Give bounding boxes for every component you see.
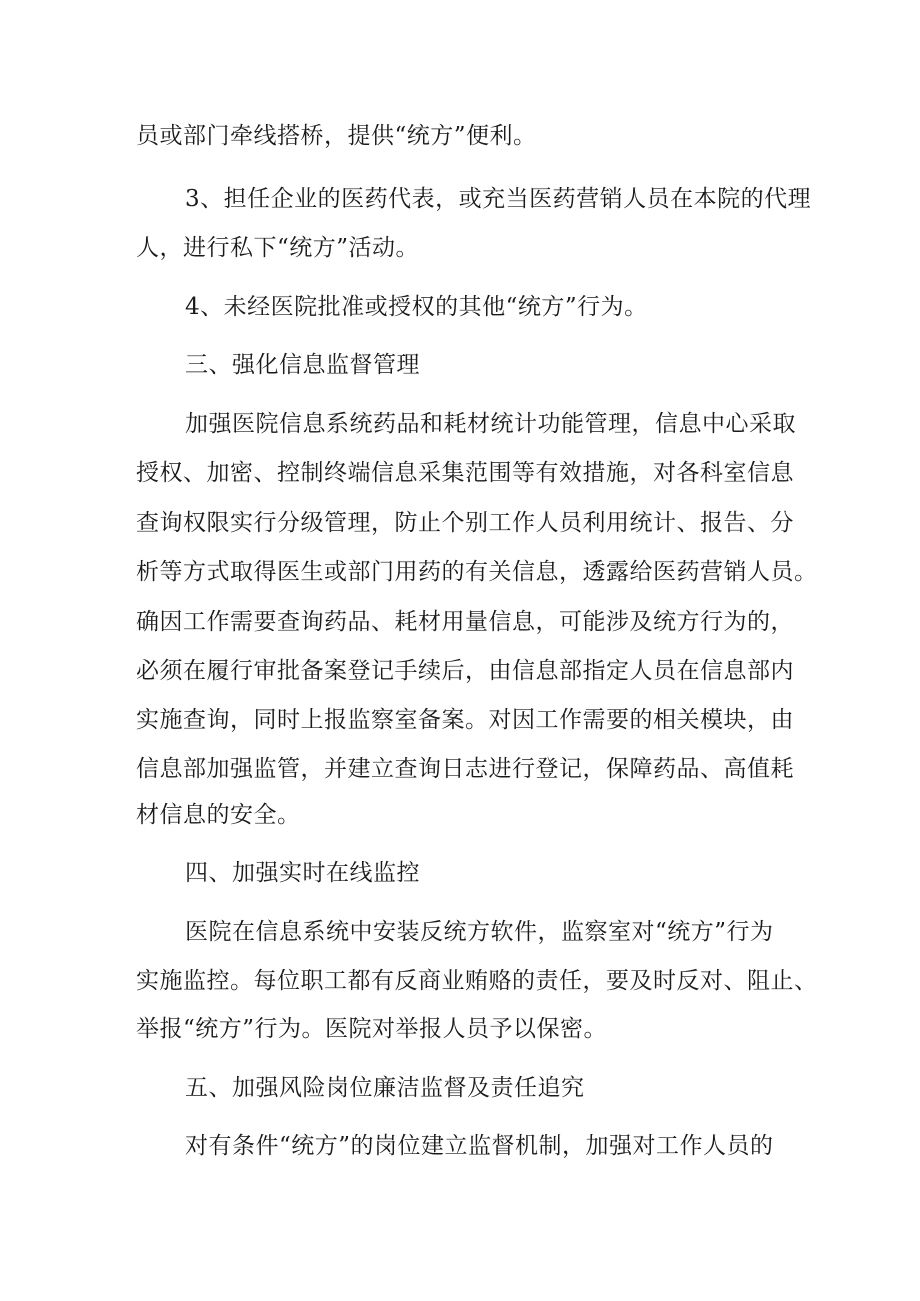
text-line: 3、担任企业的医药代表，或充当医药营销人员在本院的代理: [185, 186, 812, 212]
text-line: 医院在信息系统中安装反统方软件，监察室对“统方”行为: [185, 919, 774, 945]
text-line: 查询权限实行分级管理，防止个别工作人员利用统计、报告、分: [136, 510, 794, 536]
text-line: 材信息的安全。: [136, 802, 301, 828]
text-line: 举报“统方”行为。医院对举报人员予以保密。: [136, 1016, 608, 1042]
text-line: 实施监控。每位职工都有反商业贿赂的责任，要及时反对、阻止、: [136, 968, 818, 994]
text-line: 4、未经医院批准或授权的其他“统方”行为。: [185, 294, 648, 320]
section-heading: 三、强化信息监督管理: [185, 352, 420, 378]
text-line: 信息部加强监管，并建立查询日志进行登记，保障药品、高值耗: [136, 756, 794, 782]
text-line: 授权、加密、控制终端信息采集范围等有效措施，对各科室信息: [136, 460, 794, 486]
text-line: 析等方式取得医生或部门用药的有关信息，透露给医药营销人员。: [136, 559, 818, 585]
section-heading: 四、加强实时在线监控: [185, 860, 420, 886]
text-line: 加强医院信息系统药品和耗材统计功能管理，信息中心采取: [185, 411, 796, 437]
text-line: 确因工作需要查询药品、耗材用量信息，可能涉及统方行为的，: [136, 609, 794, 635]
section-heading: 五、加强风险岗位廉洁监督及责任追究: [185, 1075, 585, 1101]
text-line: 对有条件“统方”的岗位建立监督机制，加强对工作人员的: [185, 1133, 774, 1159]
text-line: 人，进行私下“统方”活动。: [136, 235, 420, 261]
text-line: 实施查询，同时上报监察室备案。对因工作需要的相关模块，由: [136, 707, 794, 733]
text-line: 员或部门牵线搭桥，提供“统方”便利。: [136, 123, 537, 149]
text-line: 必须在履行审批备案登记手续后，由信息部指定人员在信息部内: [136, 658, 794, 684]
